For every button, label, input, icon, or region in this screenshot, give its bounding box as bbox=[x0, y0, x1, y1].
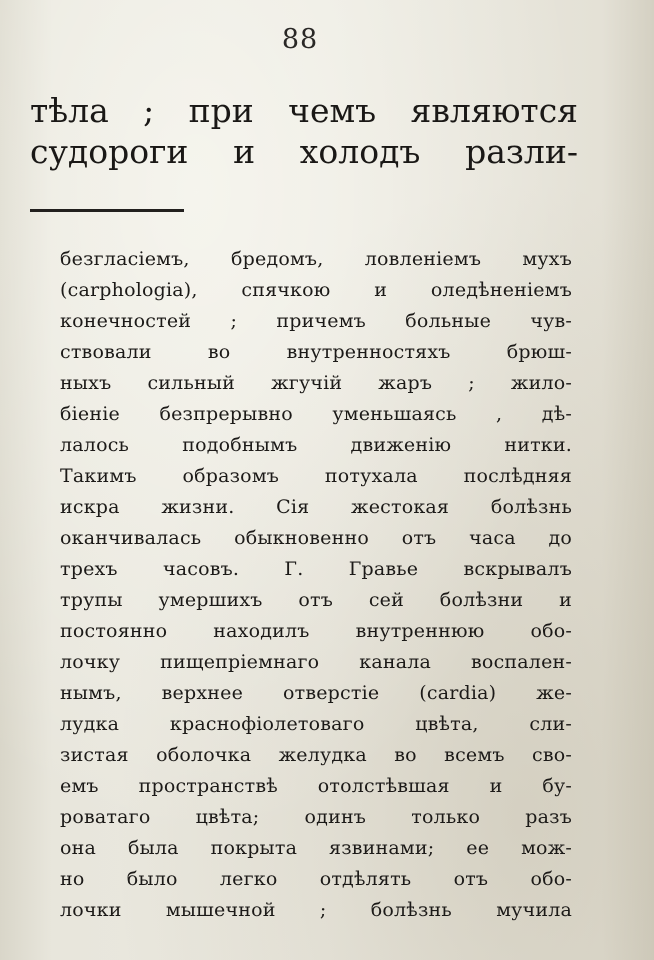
continuation-line-1: тѣла ; при чемъ являются bbox=[30, 91, 578, 130]
body-line: емъ пространствѣ отолстѣвшая и бу- bbox=[60, 775, 572, 797]
body-line: ствовали во внутренностяхъ брюш- bbox=[60, 341, 572, 363]
body-line: постоянно находилъ внутреннюю обо- bbox=[60, 620, 572, 642]
section-divider bbox=[30, 209, 184, 212]
body-line: искра жизни. Сія жестокая болѣзнь bbox=[60, 496, 572, 518]
body-line: трехъ часовъ. Г. Гравье вскрывалъ bbox=[60, 558, 572, 580]
body-line: лудка краснофіолетоваго цвѣта, сли- bbox=[60, 713, 572, 735]
body-line: но было легко отдѣлять отъ обо- bbox=[60, 868, 572, 890]
continuation-line-2: судороги и холодъ разли- bbox=[30, 132, 578, 171]
body-line: безгласіемъ, бредомъ, ловленіемъ мухъ bbox=[60, 248, 572, 270]
page-number: 88 bbox=[281, 24, 319, 55]
body-line: лочку пищепріемнаго канала воспален- bbox=[60, 651, 572, 673]
body-line: біеніе безпрерывно уменьшаясь , дѣ- bbox=[60, 403, 572, 425]
body-line: она была покрыта язвинами; ее мож- bbox=[60, 837, 572, 859]
body-line: лалось подобнымъ движенію нитки. bbox=[60, 434, 572, 456]
body-line: роватаго цвѣта; одинъ только разъ bbox=[60, 806, 572, 828]
body-line: оканчивалась обыкновенно отъ часа до bbox=[60, 527, 572, 549]
body-line: нымъ, верхнее отверстіе (cardia) же- bbox=[60, 682, 572, 704]
body-line: трупы умершихъ отъ сей болѣзни и bbox=[60, 589, 572, 611]
body-line: конечностей ; причемъ больные чув- bbox=[60, 310, 572, 332]
body-line: ныхъ сильный жгучій жаръ ; жило- bbox=[60, 372, 572, 394]
body-line: зистая оболочка желудка во всемъ сво- bbox=[60, 744, 572, 766]
body-line: (carphologia), спячкою и оледѣненіемъ bbox=[60, 279, 572, 301]
body-line: Такимъ образомъ потухала послѣдняя bbox=[60, 465, 572, 487]
body-line: лочки мышечной ; болѣзнь мучила bbox=[60, 899, 572, 921]
